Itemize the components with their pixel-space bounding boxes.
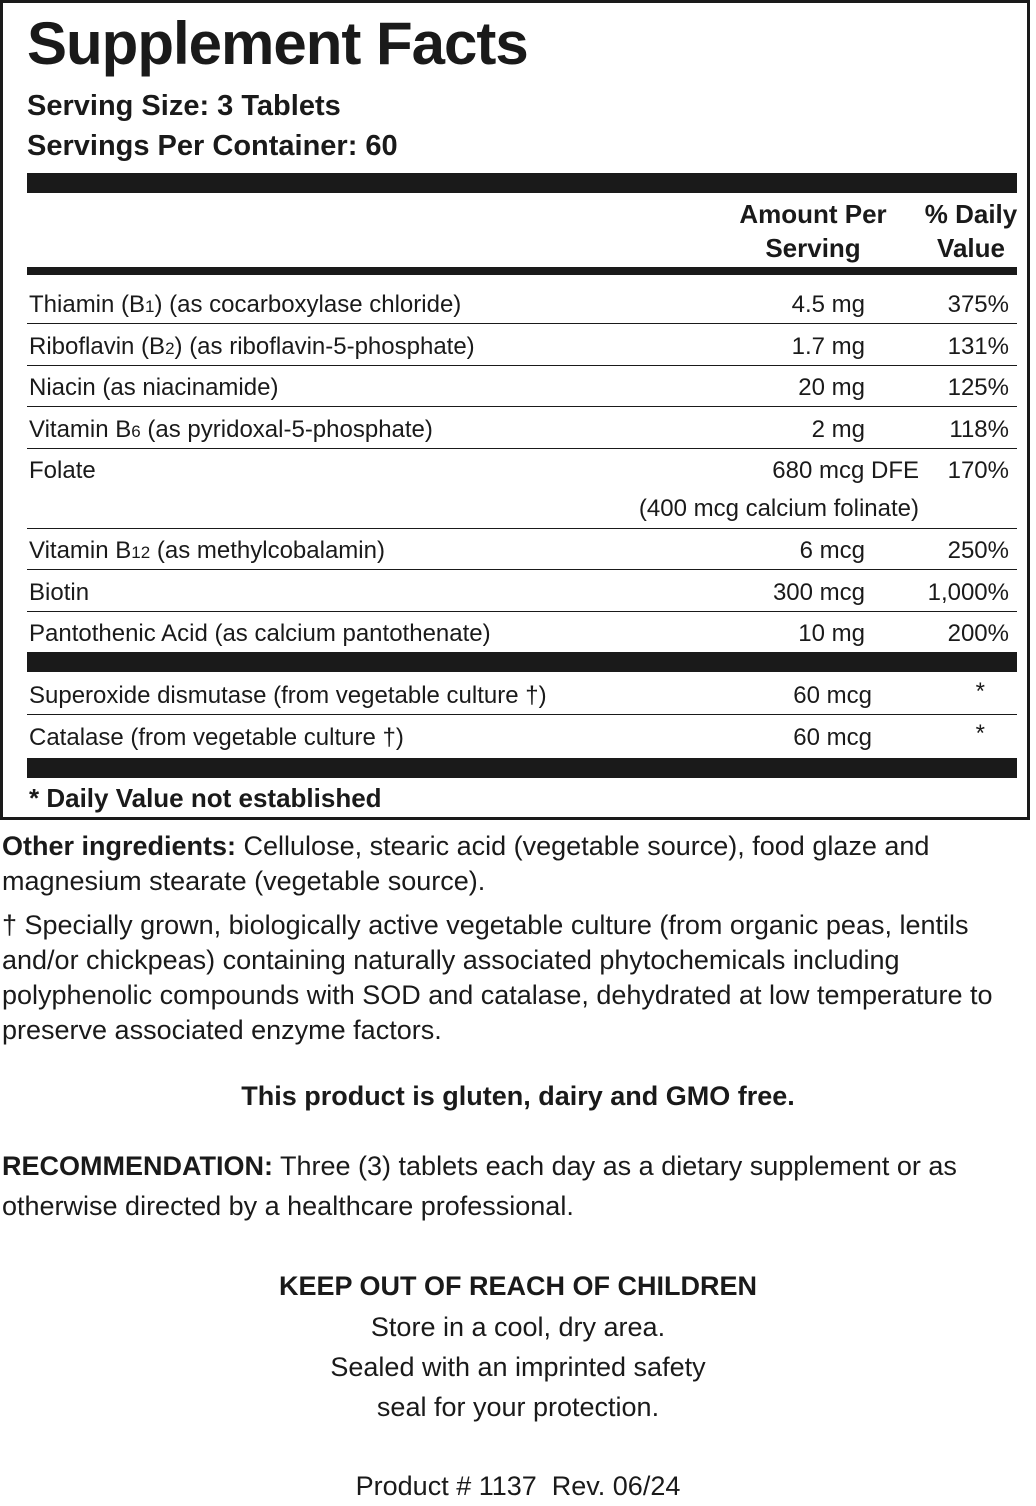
nutrient-row bbox=[27, 571, 1017, 612]
dagger-note: † Specially grown, biologically active vegetable culture (from organic peas, lentils and/or chickpeas) containing naturally associated phytochemicals including polyphenolic compounds with SOD and catalase, dehydrated at low temperature to preserve associated enzyme factors. bbox=[2, 910, 993, 1045]
nutrient-row bbox=[27, 366, 1017, 407]
daily-value-header: % Daily Value bbox=[924, 199, 1018, 263]
serving-size: Serving Size: 3 Tablets bbox=[27, 90, 341, 122]
nutrient-name: Riboflavin (B2) (as riboflavin-5-phosphate) bbox=[29, 332, 475, 360]
other-ingredient-name: Superoxide dismutase (from vegetable culture †) bbox=[29, 682, 547, 709]
thick-divider-bottom bbox=[27, 758, 1017, 778]
recommendation bbox=[2, 1146, 1022, 1226]
nutrient-amount: 20 mg bbox=[798, 374, 865, 401]
nutrient-name: Folate bbox=[29, 457, 96, 484]
nutrient-daily-value: 1,000% bbox=[927, 578, 1009, 606]
nutrient-name: Vitamin B6 (as pyridoxal-5-phosphate) bbox=[29, 415, 433, 443]
nutrient-amount-detail: (400 mcg calcium folinate) bbox=[638, 495, 919, 522]
recommendation-text: Three (3) tablets each day as a dietary supplement or as otherwise directed by a healthcare professional. bbox=[2, 1151, 957, 1221]
medium-divider bbox=[27, 267, 1017, 275]
other-ingredients bbox=[2, 829, 1022, 899]
nutrient-row bbox=[27, 529, 1017, 570]
nutrient-amount: 2 mg bbox=[811, 415, 865, 443]
storage-line-2: Sealed with an imprinted safety bbox=[330, 1352, 706, 1382]
nutrient-daily-value: 250% bbox=[947, 537, 1009, 564]
other-ingredient-daily-value: * bbox=[975, 678, 985, 705]
other-ingredient-amount: 60 mcg bbox=[793, 724, 872, 751]
nutrient-name: Vitamin B12 (as methylcobalamin) bbox=[29, 537, 385, 564]
servings-per-container: Servings Per Container: 60 bbox=[27, 130, 398, 162]
product-info: Product # 1137 Rev. 06/24 bbox=[355, 1471, 681, 1501]
other-ingredient-name: Catalase (from vegetable culture †) bbox=[29, 724, 404, 751]
warning-heading: KEEP OUT OF REACH OF CHILDREN bbox=[278, 1271, 758, 1301]
amount-per-serving-header: Amount Per Serving bbox=[739, 199, 887, 263]
nutrient-daily-value: 131% bbox=[947, 332, 1009, 360]
nutrient-row bbox=[27, 325, 1017, 366]
thick-divider-middle bbox=[27, 652, 1017, 672]
nutrient-row bbox=[27, 408, 1017, 449]
other-ingredient-daily-value: * bbox=[975, 720, 985, 747]
nutrient-daily-value: 170% bbox=[947, 457, 1009, 484]
other-ingredient-row bbox=[27, 716, 1017, 757]
nutrient-amount: 680 mcg DFE bbox=[772, 457, 919, 484]
nutrient-row bbox=[27, 283, 1017, 324]
nutrient-daily-value: 200% bbox=[947, 620, 1009, 647]
storage-line-3: seal for your protection. bbox=[376, 1392, 660, 1422]
recommendation-label: RECOMMENDATION: bbox=[2, 1151, 273, 1181]
nutrient-name: Pantothenic Acid (as calcium pantothenate) bbox=[29, 620, 491, 647]
other-ingredients-label: Other ingredients: bbox=[2, 831, 237, 861]
daily-value-footnote: * Daily Value not established bbox=[29, 783, 382, 813]
other-ingredient-amount: 60 mcg bbox=[793, 682, 872, 709]
nutrient-amount: 4.5 mg bbox=[791, 291, 865, 318]
nutrient-amount: 1.7 mg bbox=[791, 332, 865, 360]
nutrient-amount: 6 mcg bbox=[799, 537, 865, 564]
nutrient-row bbox=[27, 449, 1017, 529]
nutrient-amount: 300 mcg bbox=[772, 578, 865, 606]
other-ingredient-row bbox=[27, 674, 1017, 715]
other-ingredients-text: Cellulose, stearic acid (vegetable source), food glaze and magnesium stearate (vegetable source). bbox=[2, 831, 930, 896]
nutrient-row bbox=[27, 612, 1017, 653]
nutrient-name: Biotin bbox=[29, 578, 90, 606]
free-statement: This product is gluten, dairy and GMO free. bbox=[241, 1081, 795, 1111]
storage-line-1: Store in a cool, dry area. bbox=[370, 1312, 666, 1342]
label-title: Supplement Facts bbox=[27, 10, 528, 77]
thick-divider-top bbox=[27, 173, 1017, 193]
nutrient-name: Thiamin (B1) (as cocarboxylase chloride) bbox=[29, 291, 462, 318]
nutrient-amount: 10 mg bbox=[798, 620, 865, 647]
nutrient-daily-value: 125% bbox=[947, 374, 1009, 401]
nutrient-name: Niacin (as niacinamide) bbox=[29, 374, 279, 401]
nutrient-daily-value: 375% bbox=[947, 291, 1009, 318]
nutrient-daily-value: 118% bbox=[949, 415, 1009, 443]
